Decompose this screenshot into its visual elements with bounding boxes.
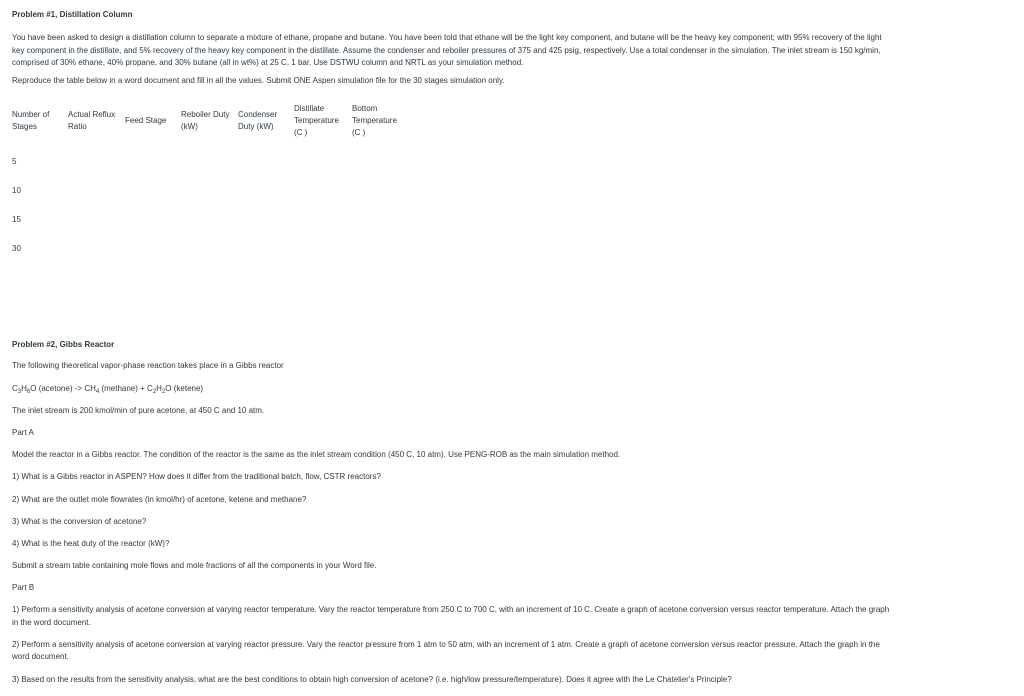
product-ketene: $C_2H_2O$ (ketene) [147,383,204,395]
part-a-question-4: 4) What is the heat duty of the reactor (kW)? [12,538,170,548]
inlet-stream-text: The inlet stream is 200 kmol/min of pure acetone, at 450 C and 10 atm. [12,405,265,415]
part-a-model: Model the reactor in a Gibbs reactor. The condition of the reactor is the same as the inlet stream condition (450 C, 10 atm). Use PENG-ROB as the main simulation method. [12,450,621,460]
header-distillate-temperature: Distillate Temperature (C ) [294,103,339,137]
stage-value: 5 [12,156,17,166]
problem2-section [12,339,1012,696]
table-row [12,226,406,255]
part-b-label: Part B [12,583,35,593]
part-a-question-3: 3) What is the conversion of acetone? [12,516,147,526]
reaction-equation [12,383,1012,395]
reaction-arrow: -> [74,383,83,393]
part-b-question-1: 1) Perform a sensitivity analysis of acetone conversion at varying reactor temperature. Vary the reactor temperature from 250 C to 700 C, with an increment of 10 C. Create a graph of acetone conversion versus reactor temperature. Attach the graph in the word document. [12,605,890,627]
results-table [12,103,406,255]
problem1-intro: You have been asked to design a distillation column to separate a mixture of ethane, propane and butane. You have been told that ethane will be the light key component, and butane will be the heavy key component; with 95% recovery of the light key component in the distillate, and 5% recovery of the heavy key component in the distillate. Assume the condenser and reboiler pressures of 375 and 425 psig, respectively. Use a total condenser in the simulation. The inlet stream is 150 kg/min, comprised of 30% ethane, 40% propane, and 30% butane (all in wt%) at 25 C, 1 bar. Use DSTWU column and NRTL as your simulation method. [12,33,882,68]
stage-value: 30 [12,243,21,253]
table-row [12,139,406,168]
table-row [12,168,406,197]
header-reboiler-duty: Reboiler Duty (kW) [181,109,230,131]
problem1-title: Problem #1, Distillation Column [12,10,133,19]
header-condenser-duty: Condenser Duty (kW) [238,109,278,131]
problem2-title: Problem #2, Gibbs Reactor [12,340,115,349]
part-a-question-2: 2) What are the outlet mole flowrates (in kmol/hr) of acetone, ketene and methane? [12,494,307,504]
reaction-plus: + [140,383,145,393]
part-b-question-2: 2) Perform a sensitivity analysis of acetone conversion at varying reactor pressure. Vary the reactor pressure from 1 atm to 50 atm, with an increment of 1 atm. Create a graph of acetone conversion versus reactor pressure. Attach the graph in the word document. [12,640,880,662]
document-page [12,9,1012,684]
header-feed-stage: Feed Stage [125,115,167,125]
stage-value: 10 [12,185,21,195]
part-a-submit: Submit a stream table containing mole flows and mole fractions of all the components in your Word file. [12,561,377,571]
reactant-acetone: $C_3H_6O$ (acetone) [12,383,73,395]
part-b-question-3: 3) Based on the results from the sensitivity analysis, what are the best conditions to obtain high conversion of acetone? (i.e. high/low pressure/temperature). Does it agree with the Le Chatelier's Principle? [12,674,732,684]
product-methane: $CH_4$ (methane) [84,383,138,395]
problem1-instruction: Reproduce the table below in a word document and fill in all the values. Submit ONE Aspen simulation file for the 30 stages simulation only. [12,75,505,85]
problem2-intro: The following theoretical vapor-phase reaction takes place in a Gibbs reactor [12,361,284,371]
header-actual-reflux-ratio: Actual Reflux Ratio [68,109,116,131]
stage-value: 15 [12,214,21,224]
table-header-row [12,103,406,139]
part-a-label: Part A [12,427,34,437]
header-number-of-stages: Number of Stages [12,109,50,131]
table-row [12,197,406,226]
header-bottom-temperature: Bottom Temperature (C ) [352,103,397,137]
part-a-question-1: 1) What is a Gibbs reactor in ASPEN? How does it differ from the traditional batch, flow, CSTR reactors? [12,472,381,482]
